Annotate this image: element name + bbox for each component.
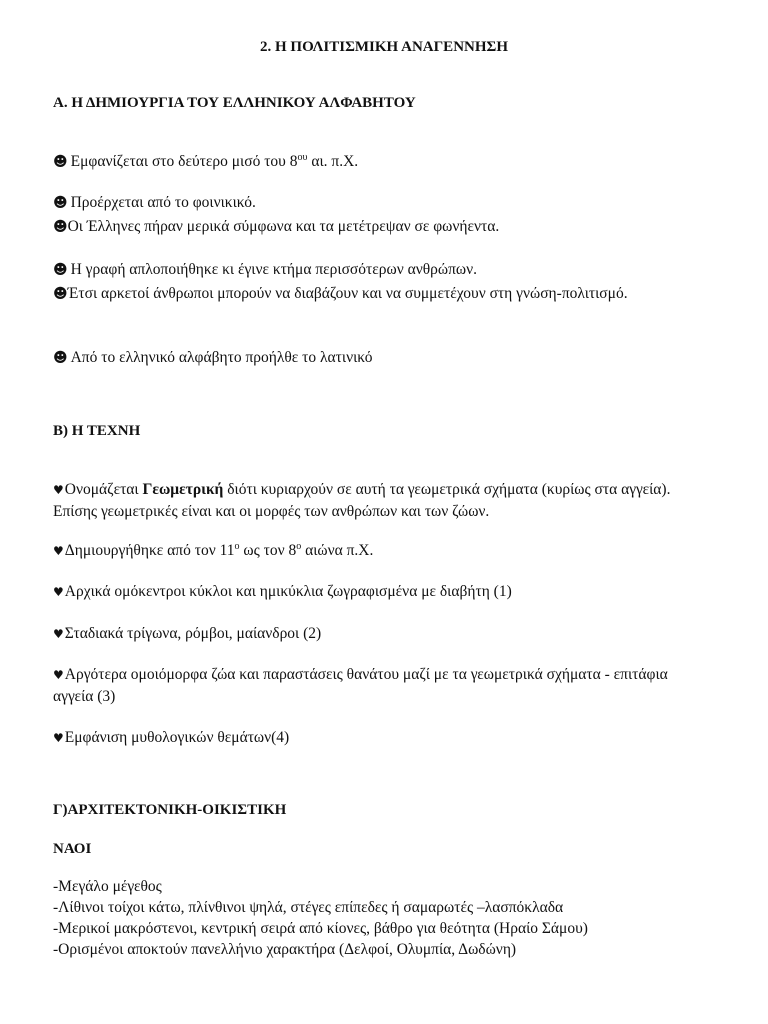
heart-icon: ♥ — [53, 483, 64, 497]
section-c-list — [53, 876, 728, 960]
section-b-heading: Β) Η ΤΕΧΝΗ — [53, 423, 141, 439]
section-b-item-6: ♥Εμφάνιση μυθολογικών θεμάτων(4) — [53, 727, 728, 749]
section-a-item-6: ☻ Από το ελληνικό αλφάβητο προήλθε το λατινικό — [53, 347, 728, 369]
section-a-item-1: ☻ Εμφανίζεται στο δεύτερο μισό του $8^{o\upsilon}$ αι. π.Χ. — [53, 151, 728, 173]
heart-icon: ♥ — [53, 668, 64, 682]
page-title: 2. Η ΠΟΛΙΤΙΣΜΙΚΗ ΑΝΑΓΕΝΝΗΣΗ — [260, 39, 508, 55]
list-item: -Μερικοί μακρόστενοι, κεντρική σειρά από κίονες, βάθρο για θεότητα (Ηραίο Σάμου) — [53, 920, 588, 937]
smiley-icon: ☻ — [53, 262, 68, 278]
section-a-item-5: ☻Έτσι αρκετοί άνθρωποι μπορούν να διαβάζουν και να συμμετέχουν στη γνώση-πολιτισμό. — [53, 283, 653, 305]
section-b-item-2: ♥Δημιουργήθηκε από τον $11^o$ ως τον $8^o$ αιώνα π.Χ. — [53, 540, 728, 562]
heart-icon: ♥ — [53, 731, 64, 745]
list-item: -Ορισμένοι αποκτούν πανελλήνιο χαρακτήρα (Δελφοί, Ολυμπία, Δωδώνη) — [53, 941, 517, 958]
section-a-item-2: ☻ Προέρχεται από το φοινικικό. — [53, 192, 728, 214]
list-item: -Μεγάλο μέγεθος — [53, 878, 162, 895]
section-a-item-3: ☻Οι Έλληνες πήραν μερικά σύμφωνα και τα μετέτρεψαν σε φωνήεντα. — [53, 216, 728, 238]
heart-icon: ♥ — [53, 585, 64, 599]
smiley-icon: ☻ — [53, 195, 68, 211]
smiley-icon: ☻ — [53, 154, 68, 170]
section-b-item-5: ♥Αργότερα ομοιόμορφα ζώα και παραστάσεις θανάτου μαζί με τα γεωμετρικά σχήματα - επιτάφια αγγεία (3) — [53, 666, 668, 705]
section-b-item-4: ♥Σταδιακά τρίγωνα, ρόμβοι, μαίανδροι (2) — [53, 623, 728, 645]
smiley-icon: ☻ — [53, 219, 68, 235]
list-item: -Λίθινοι τοίχοι κάτω, πλίνθινοι ψηλά, στέγες επίπεδες ή σαμαρωτές –λασπόκλαδα — [53, 899, 564, 916]
smiley-icon: ☻ — [53, 350, 68, 366]
section-a-heading: Α. Η ΔΗΜΙΟΥΡΓΙΑ ΤΟΥ ΕΛΛΗΝΙΚΟΥ ΑΛΦΑΒΗΤΟΥ — [53, 95, 416, 111]
section-a-item-4: ☻ Η γραφή απλοποιήθηκε κι έγινε κτήμα περισσότερων ανθρώπων. — [53, 259, 728, 281]
heart-icon: ♥ — [53, 627, 64, 641]
section-b-item-3: ♥Αρχικά ομόκεντροι κύκλοι και ημικύκλια ζωγραφισμένα με διαβήτη (1) — [53, 581, 728, 603]
section-c-subheading: ΝΑΟΙ — [53, 841, 92, 857]
section-b-item-1: ♥Ονομάζεται Γεωμετρική διότι κυριαρχούν σε αυτή τα γεωμετρικά σχήματα (κυρίως στα αγγεία). Επίσης γεωμετρικές είναι και οι μορφές των ανθρώπων και των ζώων. — [53, 481, 671, 520]
heart-icon: ♥ — [53, 544, 64, 558]
section-c-heading: Γ)ΑΡΧΙΤΕΚΤΟΝΙΚΗ-ΟΙΚΙΣΤΙΚΗ — [53, 802, 287, 818]
smiley-icon: ☻ — [53, 286, 68, 302]
